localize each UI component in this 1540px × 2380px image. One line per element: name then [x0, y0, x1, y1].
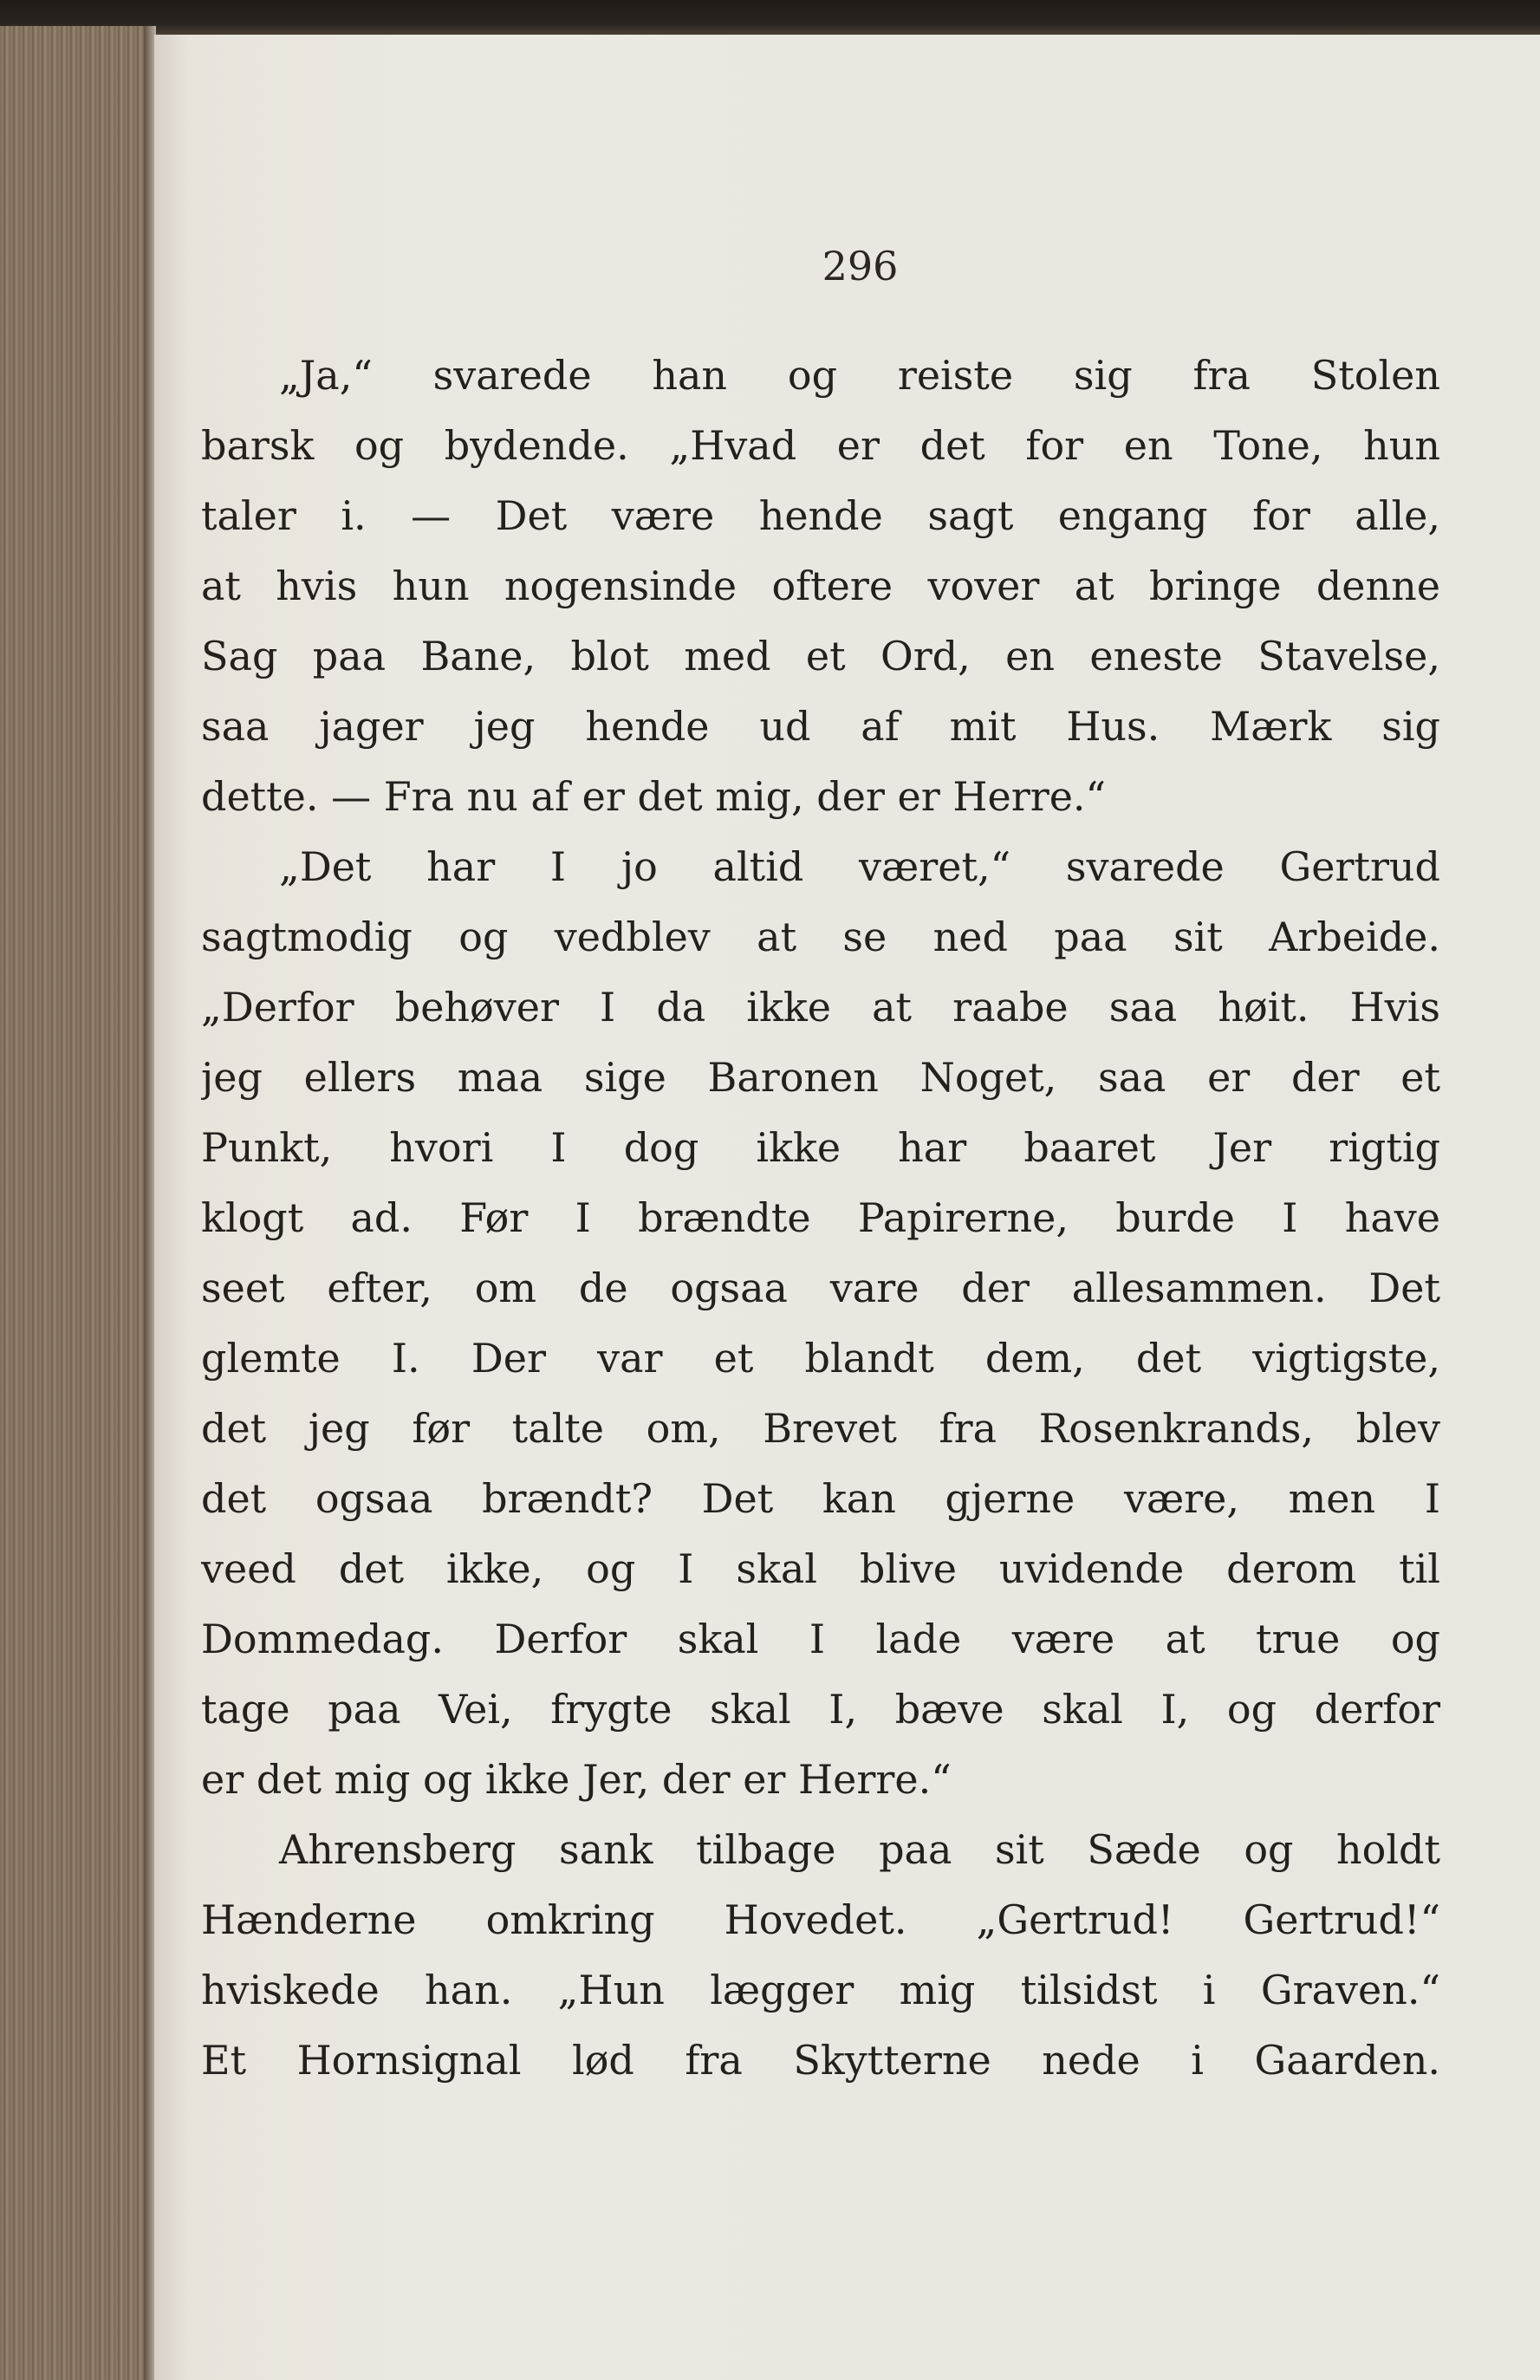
text-line: taler i. — Det være hende sagt engang for alle,: [201, 492, 1440, 539]
text-line: Ahrensberg sank tilbage paa sit Sæde og holdt: [279, 1826, 1440, 1873]
text-line: at hvis hun nogensinde oftere vover at bringe denne: [201, 562, 1440, 609]
text-line: tage paa Vei, frygte skal I, bæve skal I, og derfor: [201, 1686, 1440, 1733]
text-line: glemte I. Der var et blandt dem, det vigtigste,: [201, 1335, 1440, 1382]
text-line: barsk og bydende. „Hvad er det for en Tone, hun: [201, 422, 1440, 469]
text-line: hviskede han. „Hun lægger mig tilsidst i Graven.“: [201, 1967, 1440, 2013]
text-line: sagtmodig og vedblev at se ned paa sit Arbeide.: [201, 914, 1440, 960]
page-stack-edge: [0, 26, 156, 2380]
page-number: 296: [822, 243, 899, 289]
text-line: Hænderne omkring Hovedet. „Gertrud! Gertrud!“: [201, 1896, 1440, 1943]
text-line: saa jager jeg hende ud af mit Hus. Mærk sig: [201, 703, 1440, 750]
text-line: seet efter, om de ogsaa vare der allesammen. Det: [201, 1265, 1440, 1311]
body-text: [201, 341, 1440, 2096]
text-line: „Derfor behøver I da ikke at raabe saa høit. Hvis: [201, 984, 1440, 1031]
text-line: Et Hornsignal lød fra Skytterne nede i Gaarden.: [201, 2037, 1440, 2084]
text-line: det ogsaa brændt? Det kan gjerne være, men I: [201, 1475, 1440, 1522]
text-line: veed det ikke, og I skal blive uvidende derom til: [201, 1545, 1440, 1592]
text-line: Dommedag. Derfor skal I lade være at true og: [201, 1616, 1440, 1662]
text-line: Sag paa Bane, blot med et Ord, en eneste Stavelse,: [201, 633, 1440, 680]
text-line: „Ja,“ svarede han og reiste sig fra Stolen: [279, 352, 1440, 399]
text-line: „Det har I jo altid været,“ svarede Gertrud: [279, 843, 1440, 890]
text-line: det jeg før talte om, Brevet fra Rosenkrands, blev: [201, 1405, 1440, 1452]
text-line: dette. — Fra nu af er det mig, der er Herre.“: [201, 773, 1107, 820]
text-line: jeg ellers maa sige Baronen Noget, saa er der et: [201, 1054, 1440, 1101]
book-top-edge: [0, 0, 1540, 35]
text-line: Punkt, hvori I dog ikke har baaret Jer rigtig: [201, 1124, 1440, 1171]
text-line: er det mig og ikke Jer, der er Herre.“: [201, 1756, 952, 1803]
text-line: klogt ad. Før I brændte Papirerne, burde I have: [201, 1194, 1440, 1241]
